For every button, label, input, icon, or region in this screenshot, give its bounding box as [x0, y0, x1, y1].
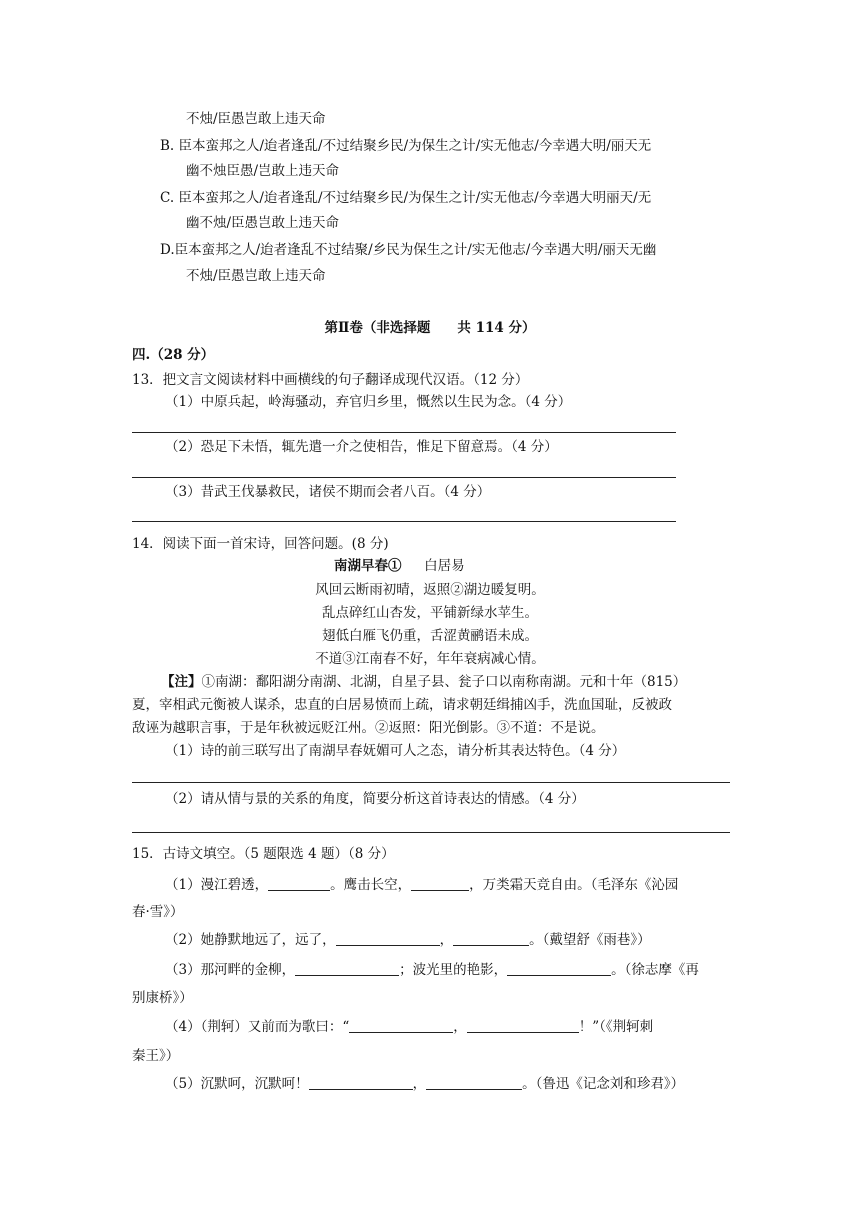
- poem-line-1: 风回云断雨初晴，返照②湖边暖复明。: [315, 582, 545, 598]
- note-label: 【注】: [161, 674, 202, 690]
- q13-answer-line2[interactable]: [132, 477, 676, 478]
- q15-item3: [165, 961, 699, 979]
- q15-item1-blank1[interactable]: [268, 876, 330, 891]
- option-c-line2: 幽不烛/臣愚岂敢上违天命: [186, 215, 340, 231]
- q13-answer-line3[interactable]: [132, 521, 676, 522]
- option-d-line1: D.臣本蛮邦之人/迨者逢乱不过结聚/乡民为保生之计/实无他志/今幸遇大明/丽天无幽: [160, 242, 657, 258]
- q15-item1-text-b: 。鹰击长空，: [330, 877, 412, 893]
- q14-answer-line2[interactable]: [132, 832, 730, 833]
- q15-item1-text-a: （1）漫江碧透，: [165, 877, 269, 893]
- note-text1: ①南湖：鄱阳湖分南湖、北湖，自星子县、瓮子口以南称南湖。元和十年（815）: [201, 674, 687, 690]
- q14-stem: 14．阅读下面一首宋诗，回答问题。(8 分): [132, 536, 389, 552]
- q13-item2: （2）恐足下未悟，辄先遣一介之使相告，惟足下留意焉。（4 分）: [165, 439, 558, 455]
- poem-line-4: 不道③江南春不好，年年衰病减心情。: [315, 651, 545, 667]
- q15-item5-text-b: ，: [412, 1076, 427, 1092]
- option-b-line1: B. 臣本蛮邦之人/迨者逢乱/不过结聚乡民/为保生之计/实无他志/今幸遇大明/丽天无: [160, 138, 652, 154]
- q15-item3-blank1[interactable]: [295, 961, 399, 976]
- q15-item2-text-b: ，: [439, 932, 454, 948]
- q15-item4-text-b: ，: [453, 1019, 467, 1035]
- q15-item4-blank2[interactable]: [467, 1018, 579, 1033]
- q15-item2-blank1[interactable]: [336, 931, 440, 946]
- q15-item2-text-a: （2）她静默地远了，远了，: [165, 932, 336, 948]
- option-a-tail: 不烛/臣愚岂敢上违天命: [186, 111, 326, 127]
- poem-line-2: 乱点碎红山杏发，平铺新绿水苹生。: [322, 605, 538, 621]
- option-c-line1: C. 臣本蛮邦之人/迨者逢乱/不过结聚乡民/为保生之计/实无他志/今幸遇大明丽天/无: [160, 190, 652, 206]
- option-b-line2: 幽不烛臣愚/岂敢上违天命: [186, 163, 340, 179]
- q15-item3-text-b: ；波光里的艳影，: [399, 962, 508, 978]
- note-line1: [161, 673, 686, 691]
- q15-item2-blank2[interactable]: [453, 931, 529, 946]
- q15-item5-text-c: 。（鲁迅《记念刘和珍君》）: [522, 1076, 685, 1092]
- q15-item4-blank1[interactable]: [349, 1018, 453, 1033]
- q13-item1: （1）中原兵起，岭海骚动，弃官归乡里，慨然以生民为念。（4 分）: [165, 394, 572, 410]
- q14-item2: （2）请从情与景的关系的角度，简要分析这首诗表达的情感。（4 分）: [165, 791, 585, 807]
- q15-item5: [165, 1075, 684, 1093]
- poem-line-3: 翅低白雁飞仍重，舌涩黄鹂语未成。: [322, 628, 538, 644]
- note-line2: 夏，宰相武元衡被人谋杀，忠直的白居易愤而上疏，请求朝廷缉捕凶手，洗血国耻，反被政: [132, 697, 672, 713]
- poem-title: 南湖早春①: [334, 558, 402, 574]
- note-line3: 敌诬为越职言事，于是年秋被远贬江州。②返照：阳光倒影。③不道：不是说。: [132, 720, 605, 736]
- q15-item1-blank2[interactable]: [411, 876, 469, 891]
- q15-item5-text-a: （5）沉默呵，沉默呵！: [165, 1076, 309, 1092]
- poem-author: 白居易: [424, 558, 465, 574]
- q13-stem: 13．把文言文阅读材料中画横线的句子翻译成现代汉语。（12 分）: [132, 372, 529, 388]
- q15-item3-text-c: 。（徐志摩《再: [611, 962, 699, 978]
- q15-item4-text-a: （4）（荆轲）又前而为歌曰：“: [165, 1019, 350, 1035]
- poem-title-line: [334, 557, 465, 575]
- q15-item5-blank2[interactable]: [426, 1075, 522, 1090]
- q15-item2-text-c: 。（戴望舒《雨巷》）: [529, 932, 651, 948]
- option-d-line2: 不烛/臣愚岂敢上违天命: [186, 268, 326, 284]
- q15-item1: [165, 876, 678, 894]
- q15-item3-blank2[interactable]: [507, 961, 611, 976]
- q15-item3-text-a: （3）那河畔的金柳，: [165, 962, 296, 978]
- q15-item5-blank1[interactable]: [309, 1075, 413, 1090]
- q15-item4: [165, 1018, 653, 1036]
- q15-stem: 15．古诗文填空。（5 题限选 4 题）（8 分）: [132, 846, 395, 862]
- q15-item4-cont: 秦王》）: [132, 1048, 180, 1064]
- q15-item1-text-c: ，万类霜天竞自由。（毛泽东《沁园: [469, 877, 679, 893]
- q14-item1: （1）诗的前三联写出了南湖早春妩媚可人之态，请分析其表达特色。（4 分）: [165, 743, 626, 759]
- q15-item2: [165, 931, 651, 949]
- q14-answer-line1[interactable]: [132, 782, 730, 783]
- part-heading: 四.（28 分）: [132, 347, 215, 363]
- section-title: 第Ⅱ卷（非选择题 共 114 分）: [324, 320, 536, 336]
- q15-item4-text-c: ！”（《荆轲刺: [578, 1019, 654, 1035]
- q13-answer-line1[interactable]: [132, 432, 676, 433]
- q13-item3: （3）昔武王伐暴救民，诸侯不期而会者八百。（4 分）: [165, 484, 491, 500]
- q15-item1-cont: 春·雪》）: [132, 904, 184, 920]
- q15-item3-cont: 别康桥》）: [132, 990, 193, 1006]
